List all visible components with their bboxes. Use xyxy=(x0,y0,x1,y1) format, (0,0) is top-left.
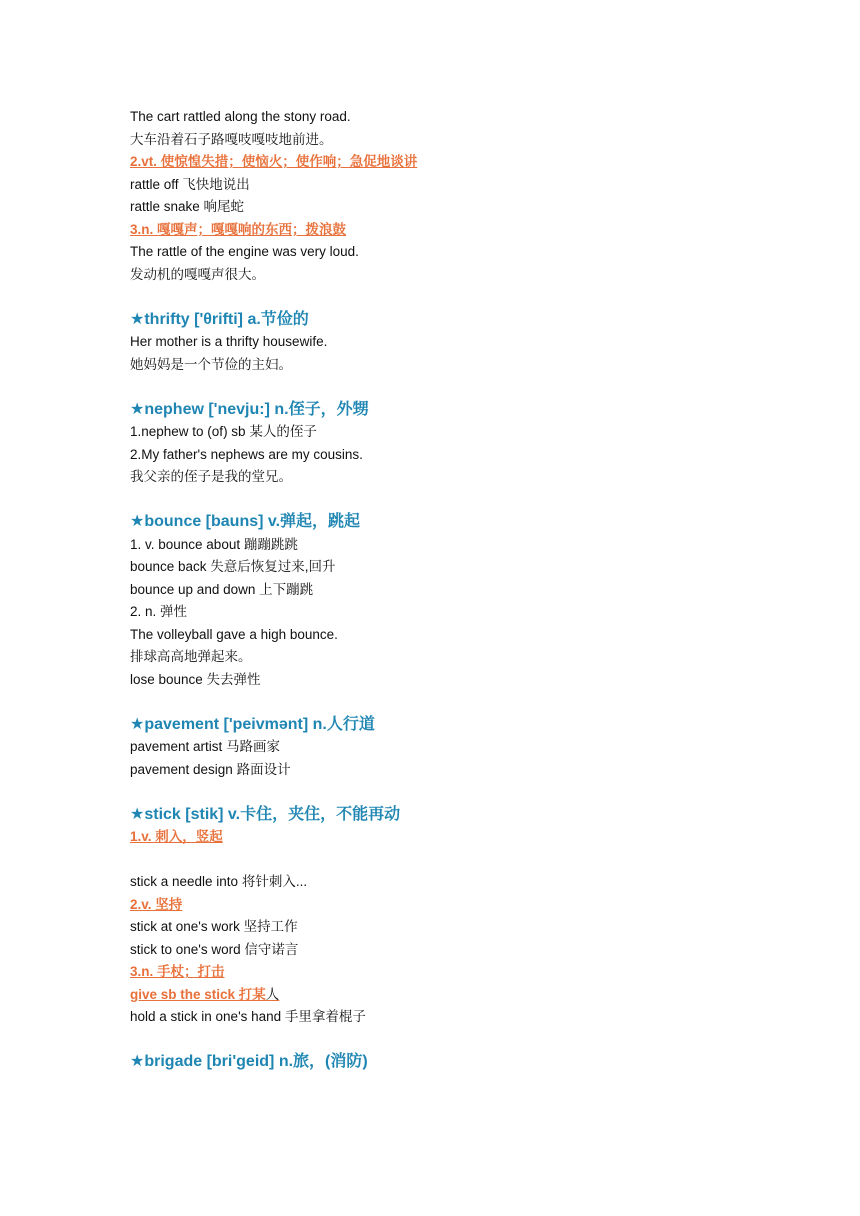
blank-line xyxy=(130,376,770,399)
entry-heading: ★nephew ['nevju:] n.侄子，外甥 xyxy=(130,400,369,418)
text-line: The cart rattled along the stony road. xyxy=(130,109,351,124)
sense-tail: 人 xyxy=(265,986,280,1002)
entry-heading: ★pavement ['peivmənt] n.人行道 xyxy=(130,715,375,733)
sense-heading xyxy=(130,984,770,1007)
text-line: pavement artist 马路画家 xyxy=(130,739,281,754)
text-line: hold a stick in one's hand 手里拿着棍子 xyxy=(130,1009,366,1024)
text-line: rattle snake 响尾蛇 xyxy=(130,199,245,214)
sense-heading: 1.v. 刺入，竖起 xyxy=(130,829,223,844)
blank-line xyxy=(130,489,770,512)
blank-line xyxy=(130,1029,770,1052)
text-line: 发动机的嘎嘎声很大。 xyxy=(130,266,265,282)
text-line: The rattle of the engine was very loud. xyxy=(130,244,359,259)
sense-heading: 3.n. 手杖；打击 xyxy=(130,964,225,979)
text-line: 2.My father's nephews are my cousins. xyxy=(130,446,363,462)
text-line: 排球高高地弹起来。 xyxy=(130,649,252,664)
text-line: stick a needle into 将针刺入... xyxy=(130,874,308,889)
text-line: bounce back 失意后恢复过来,回升 xyxy=(130,559,336,574)
text-line: 1. v. bounce about 蹦蹦跳跳 xyxy=(130,536,298,552)
text-line: stick at one's work 坚持工作 xyxy=(130,919,298,934)
blank-line xyxy=(130,849,770,872)
text-line: The volleyball gave a high bounce. xyxy=(130,626,338,642)
text-line: rattle off 飞快地说出 xyxy=(130,176,250,192)
text-line: 1.nephew to (of) sb 某人的侄子 xyxy=(130,424,317,439)
entry-heading: ★brigade [bri'geid] n.旅，(消防) xyxy=(130,1053,368,1070)
text-line: 大车沿着石子路嘎吱嘎吱地前进。 xyxy=(130,131,333,147)
document-content xyxy=(130,106,770,1074)
text-line: lose bounce 失去弹性 xyxy=(130,671,261,687)
text-line: bounce up and down 上下蹦跳 xyxy=(130,581,314,597)
text-line: Her mother is a thrifty housewife. xyxy=(130,334,328,349)
blank-line xyxy=(130,691,770,714)
text-line: 我父亲的侄子是我的堂兄。 xyxy=(130,469,292,484)
sense-text: give sb the stick 打某 xyxy=(130,986,266,1002)
entry-heading: ★thrifty ['θrifti] a.节俭的 xyxy=(130,310,309,328)
text-line: 2. n. 弹性 xyxy=(130,604,188,619)
blank-line xyxy=(130,286,770,309)
text-line: stick to one's word 信守诺言 xyxy=(130,941,299,957)
blank-line xyxy=(130,781,770,804)
sense-heading: 3.n. 嘎嘎声；嘎嘎响的东西；拨浪鼓 xyxy=(130,221,347,237)
entry-heading: ★bounce [bauns] v.弹起，跳起 xyxy=(130,513,361,530)
sense-heading: 2.vt. 使惊惶失措；使恼火；使作响；急促地谈讲 xyxy=(130,154,418,169)
text-line: 她妈妈是一个节俭的主妇。 xyxy=(130,356,292,372)
sense-heading: 2.v. 坚持 xyxy=(130,896,183,912)
entry-heading: ★stick [stik] v.卡住，夹住，不能再动 xyxy=(130,805,401,823)
text-line: pavement design 路面设计 xyxy=(130,761,291,777)
